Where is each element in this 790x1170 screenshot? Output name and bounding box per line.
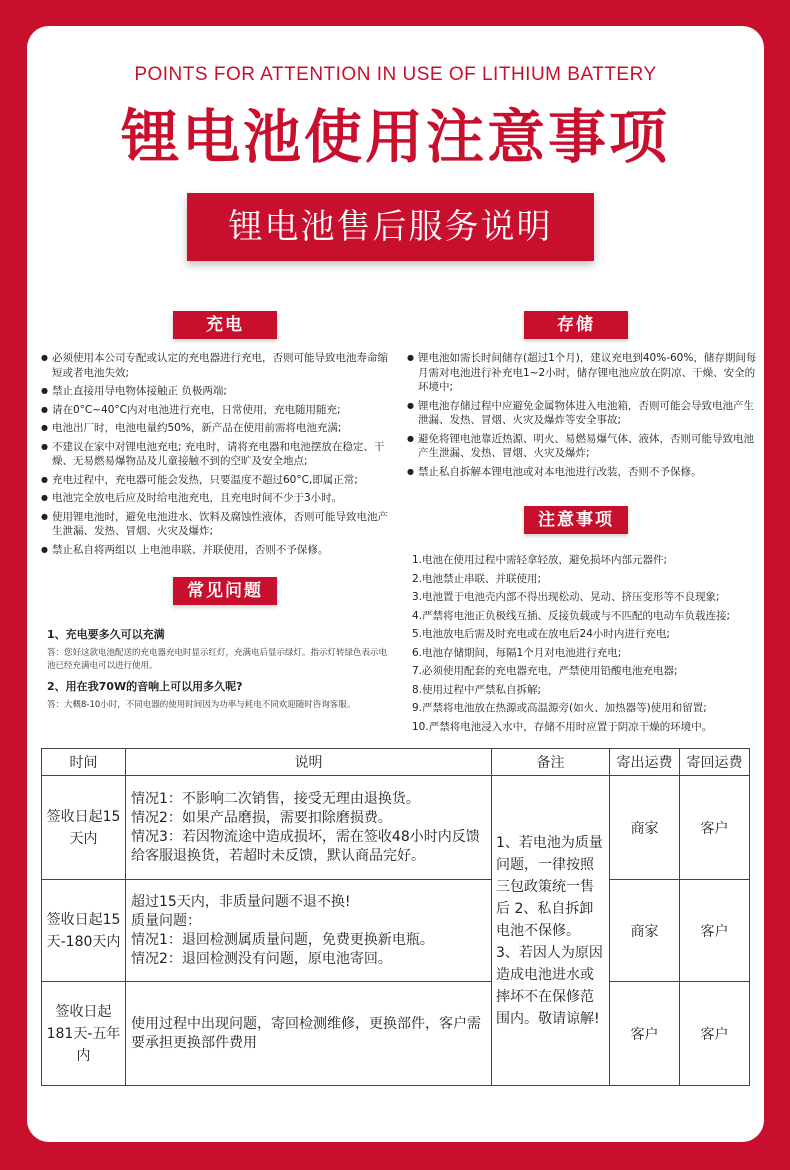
desc-line: 超过15天内，非质量问题不退不换!	[131, 893, 351, 910]
charging-label: 充电	[173, 311, 277, 339]
desc-line: 情况2：如果产品磨损，需要扣除磨损费。	[131, 809, 392, 826]
desc-cell	[126, 880, 492, 982]
list-item: ● 电池出厂时，电池电量约50%，新产品在使用前需将电池充满;	[41, 421, 393, 436]
list-item: ● 使用锂电池时，避免电池进水、饮料及腐蚀性液体，否则可能导致电池产生泄漏、发热、冒烟、火灾及爆炸;	[41, 510, 393, 539]
desc-line: 情况1：不影响二次销售，接受无理由退换货。	[131, 790, 420, 807]
time-cell: 签收日起15天-180天内	[42, 880, 126, 982]
return-fee-cell: 客户	[680, 982, 750, 1086]
desc-line: 情况3：若因物流途中造成损坏，需在签收48小时内反馈给客服退换货，若超时未反馈，默认商品完好。	[131, 828, 480, 864]
note-cell: 1、若电池为质量问题，一律按照三包政策统一售后 2、私自拆卸电池不保修。 3、若因人为原因造成电池进水或摔坏不在保修范围内。敬请谅解!	[492, 776, 610, 1086]
list-item: ● 避免将锂电池靠近热源、明火、易燃易爆气体、液体，否则可能导致电池产生泄漏、发热、冒烟、火灾及爆炸;	[407, 432, 757, 461]
notice-card	[27, 26, 764, 1142]
english-title: POINTS FOR ATTENTION IN USE OF LITHIUM BATTERY	[134, 64, 657, 85]
faq-item	[47, 678, 387, 712]
table-header-row	[42, 749, 750, 776]
desc-cell	[126, 776, 492, 880]
return-fee-cell: 客户	[680, 880, 750, 982]
faq-question: 1、充电要多久可以充满	[47, 628, 165, 641]
list-item: 3.电池置于电池壳内部不得出现松动、晃动、挤压变形等不良现象;	[412, 591, 720, 603]
list-item: ● 请在0°C~40°C内对电池进行充电，日常使用，充电随用随充;	[41, 403, 393, 418]
send-fee-cell: 商家	[610, 880, 680, 982]
faq-label: 常见问题	[173, 577, 277, 605]
list-item: 6.电池存储期间，每隔1个月对电池进行充电;	[412, 646, 622, 659]
list-item: 4.严禁将电池正负极线互插、反接负载或与不匹配的电动车负载连接;	[412, 609, 731, 622]
list-item: 1.电池在使用过程中需轻拿轻放，避免损坏内部元器件;	[412, 554, 668, 566]
header-time: 时间	[42, 749, 126, 776]
list-item: ● 电池完全放电后应及时给电池充电，且充电时间不少于3小时。	[41, 491, 393, 506]
list-item: 8.使用过程中严禁私自拆解;	[412, 683, 542, 696]
list-item: ● 锂电池存储过程中应避免金属物体进入电池箱，否则可能会导致电池产生泄漏、发热、冒烟、火灾及爆炸等安全事故;	[407, 399, 757, 428]
time-cell: 签收日起15天内	[42, 776, 126, 880]
desc-line: 质量问题：	[131, 912, 201, 929]
notice-list	[412, 551, 757, 736]
time-cell: 签收日起181天-五年内	[42, 982, 126, 1086]
after-sales-table	[41, 748, 750, 1086]
desc-cell	[126, 982, 492, 1086]
send-fee-cell: 商家	[610, 776, 680, 880]
faq-answer: 答：您好这款电池配送的充电器充电时显示红灯，充满电后显示绿灯。指示灯转绿色表示电池已经充满电可以进行使用。	[47, 648, 388, 671]
send-fee-cell: 客户	[610, 982, 680, 1086]
list-item: ● 必须使用本公司专配或认定的充电器进行充电，否则可能导致电池寿命缩短或者电池失效;	[41, 351, 393, 380]
table-row	[42, 982, 750, 1086]
service-title-box: 锂电池售后服务说明	[187, 193, 594, 261]
faq-item	[47, 626, 387, 673]
list-item: 9.严禁将电池放在热源或高温源旁(如火、加热器等)使用和留置;	[412, 702, 707, 714]
list-item: 10.严禁将电池浸入水中，存储不用时应置于阴凉干燥的环境中。	[412, 720, 713, 733]
list-item: 5.电池放电后需及时充电或在放电后24小时内进行充电;	[412, 628, 670, 640]
header-return-fee: 寄回运费	[680, 749, 750, 776]
desc-line: 情况1：退回检测属质量问题，免费更换新电瓶。	[131, 931, 434, 948]
list-item: ● 禁止私自拆解本锂电池或对本电池进行改装，否则不予保修。	[407, 465, 757, 480]
charging-list	[41, 351, 393, 561]
list-item: ● 禁止直接用导电物体接触正 负极两端;	[41, 384, 393, 399]
desc-line: 使用过程中出现问题，寄回检测维修，更换部件，客户需要承担更换部件费用	[131, 1015, 481, 1051]
list-item: ● 充电过程中，充电器可能会发热，只要温度不超过60°C,即属正常;	[41, 473, 393, 488]
faq-question: 2、用在我70W的音响上可以用多久呢?	[47, 680, 243, 693]
list-item: ● 禁止私自将两组以 上电池串联、并联使用，否则不予保修。	[41, 543, 393, 558]
return-fee-cell: 客户	[680, 776, 750, 880]
header-note: 备注	[492, 749, 610, 776]
header-desc: 说明	[126, 749, 492, 776]
header-send-fee: 寄出运费	[610, 749, 680, 776]
table-row	[42, 776, 750, 880]
list-item: ● 锂电池如需长时间储存(超过1个月)，建议充电到40%-60%，储存期间每月需对电池进行补充电1~2小时，储存锂电池应放在阴凉、干燥、安全的环境中;	[407, 351, 757, 395]
desc-line: 情况2：退回检测没有问题，原电池寄回。	[131, 950, 392, 967]
storage-label: 存储	[524, 311, 628, 339]
list-item: 7.必须使用配套的充电器充电，严禁使用铅酸电池充电器;	[412, 665, 678, 677]
notice-label: 注意事项	[524, 506, 628, 534]
storage-list	[407, 351, 757, 483]
table-row	[42, 880, 750, 982]
chinese-title: 锂电池使用注意事项	[120, 103, 670, 171]
list-item: 2.电池禁止串联、并联使用;	[412, 572, 542, 585]
list-item: ● 不建议在家中对锂电池充电; 充电时，请将充电器和电池摆放在稳定、干燥、无易燃易爆物品及儿童接触不到的空旷及安全地点;	[41, 440, 393, 469]
faq-answer: 答：大概8-10小时，不同电器的使用时间因为功率与耗电不同欢迎随时咨询客服。	[47, 700, 356, 710]
